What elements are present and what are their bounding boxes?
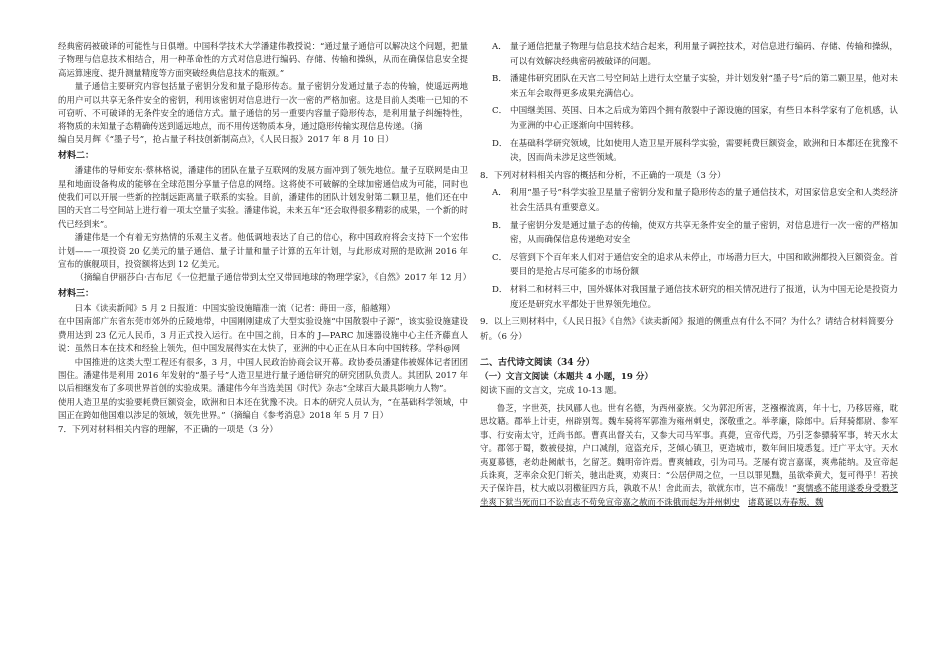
underlined-sentence-3: 诸葛诞以寿春叛，魏 bbox=[748, 496, 824, 507]
q7-option-c bbox=[480, 104, 898, 133]
option-text: 在基础科学研究领域，比如使用人造卫星开展科学实验，需要耗费巨额资金，欧洲和日本都还在犹豫不决，因而尚未涉足这些领域。 bbox=[510, 138, 898, 164]
paragraph-1: 经典密码被破译的可能性与日俱增。中国科学技术大学潘建伟教授说：“通过量子通信可以解决这个问题，把量子物理与信息技术相结合，用一种革命性的方式对信息进行编码、存储、传输和操纵，从而在确保信息安全提高运算速度、提升测量精度等方面突破经典信息技术的瓶颈。” bbox=[58, 41, 468, 78]
material-2-heading: 材料二： bbox=[58, 151, 95, 162]
material-3-heading: 材料三： bbox=[58, 288, 95, 299]
underlined-sentence-1: 爽懦惑不能用 bbox=[796, 483, 848, 494]
left-column bbox=[58, 40, 472, 440]
option-text: 中国继美国、英国、日本之后成为第四个拥有散裂中子源设施的国家，有些日本科学家有了危机感，认为亚洲的中心正逐渐向中国转移。 bbox=[510, 106, 898, 131]
q8-option-a bbox=[480, 186, 898, 215]
question-9: 9．以上三则材料中，《人民日报》《自然》《读卖新闻》报道的侧重点有什么不同？为什么？请结合材料简要分析。（6 分） bbox=[480, 317, 894, 342]
option-text: 利用“墨子号”科学实验卫星量子密钥分发和量子隐形传态的量子通信技术，对国家信息安全和人类经济社会生活具有重要意义。 bbox=[510, 188, 898, 213]
classical-passage bbox=[480, 402, 898, 509]
paragraph-5: 日本《读卖新闻》5 月 2 日报道：中国实验设施瞄准一流（记者：蒔田一彦，船越翔） bbox=[74, 302, 395, 313]
q8-option-b bbox=[480, 219, 898, 248]
source-note-2: （摘编自伊丽莎白·吉布尼《一位把量子通信带到太空又带回地球的物理学家》，《自然》2017 年 12 月） bbox=[75, 272, 472, 283]
paragraph-6: 在中国南部广东省东莞市郊外的丘陵地带，中国刚刚建成了大型实验设施“中国散裂中子源”，该实验设施建设费用达到 23 亿元人民币，3 月正式投入运行。在中国之前，日本的 J—PARC 加速器设施中心主任齐藤直人说：虽然日本在技术和经验上领先，但中国发展得实在太快了，亚洲的中心正在从日本向中国转移。学科@网 bbox=[58, 316, 468, 354]
reading-instruction: 阅读下面的文言文，完成 10-13 题。 bbox=[480, 386, 622, 397]
q8-option-c bbox=[480, 251, 898, 280]
option-text: 潘建伟研究团队在天宫二号空间站上进行太空量子实验，并计划发射“墨子号”后的第二颗卫星，他对未来五年会取得更多成果充满信心。 bbox=[510, 74, 898, 99]
q7-option-b bbox=[480, 72, 898, 101]
option-text: 尽管到下个百年来人们对于通信安全的追求从未停止，市场潜力巨大，中国和欧洲都投入巨额资金。首要目的是抢占尽可能多的市场份额 bbox=[510, 252, 898, 278]
option-key: A． bbox=[492, 42, 507, 52]
paragraph-4: 潘建伟是一个有着无穷热情的乐观主义者。他低调地表达了自己的信心，称中国政府将会支持下一个宏伟计划——一项投资 20 亿美元的量子通信、量子计量和量子计算的五年计划，与此形成对照的是欧洲 2016 年宣布的旗舰项目，投资额将达到 12 亿美元。 bbox=[58, 232, 468, 270]
paragraph-7: 中国推进的这类大型工程还有很多，3 月，中国人民政治协商会议开幕。政协委员潘建伟被媒体记者团团围住。潘建伟是利用 2016 年发射的“墨子号”人造卫星进行量子通信研究的研究团队负责人。其团队 2017 年以后相继发布了多项世界首创的实验成果。潘建伟今年当选美国《时代》杂志“全球百大最具影响力人物”。 bbox=[58, 356, 468, 394]
option-key: D． bbox=[492, 284, 508, 295]
option-text: 量子通信把量子物理与信息技术结合起来，利用量子调控技术，对信息进行编码、存储、传输和操纵，可以有效解决经典密码被破译的问题。 bbox=[510, 42, 898, 67]
q8-option-d bbox=[480, 283, 898, 312]
option-key: C． bbox=[492, 252, 508, 263]
option-key: A． bbox=[492, 188, 507, 199]
paragraph-8: 使用人造卫星的实验要耗费巨额资金，欧洲和日本还在犹豫不决。日本的研究人员认为，“在基础科学领域，中国正在跨如他国难以涉足的领域，领先世界。”（摘编自《参考消息》2018 年 5 月 7 日） bbox=[58, 396, 468, 421]
q7-option-d bbox=[480, 137, 898, 166]
option-text: 量子密钥分发是通过量子态的传输，使双方共享无条件安全的量子密钥，对信息进行一次一密的严格加密，从而确保信息传递绝对安全 bbox=[510, 220, 898, 246]
option-key: B． bbox=[492, 74, 507, 85]
option-key: C． bbox=[492, 106, 508, 117]
option-key: D． bbox=[492, 138, 508, 149]
q7-option-a bbox=[480, 40, 898, 69]
right-column bbox=[480, 40, 898, 509]
underlined-sentence-2: 遂委身受戮芝坐爽下狱当死而口不讼直志不苟免宣帝嘉之赦而不诛俄而起为并州刺史 bbox=[480, 483, 899, 507]
section-heading: 二、古代诗文阅读（34 分） bbox=[480, 358, 595, 369]
question-7: 7．下列对材料相关内容的理解，不正确的一项是（3 分） bbox=[58, 424, 278, 435]
option-key: B． bbox=[492, 220, 507, 231]
subsection-heading: （一）文言文阅读（本题共 4 小题，19 分） bbox=[480, 372, 654, 383]
passage-text: 鲁芝，字世英，扶风郿人也。世有名德，为西州豪族。父为郭氾所害，芝襁褓流离，年十七，乃移居雍，耽思坟籍。郡举上计吏，州辟别驾。魏车骑将军郭淮为雍州刺史，深敬重之。举孝廉，除郎中。后拜骑都尉、参军事、行安南太守，迁尚书郎。曹真出督关右，又参大司马军事。真薨，宣帝代焉，乃引芝参骠骑军事，转天水太守。郡邻于蜀，数被侵掠，户口减削，寇盗充斥，芝倾心镇卫，更造城市，数年间旧境悉复。迁广平太守。天水夷夏慕德，老幼赴阙献书，乞留芝。魏明帝许焉。曹爽辅政，引为司马。芝屡有谠言嘉谋，爽弗能纳。及宣帝起兵诛爽，芝率余众犯门斩关，驰出赴爽，劝爽曰：“公居伊周之位，一旦以罪见黜，虽欲牵黄犬，复可得乎！若挟天子保许昌，杖大威以羽檄征四方兵，孰敢不从！舍此而去，欲就东市，岂不痛哉！” bbox=[480, 402, 898, 494]
paragraph-3: 潘建伟的导师安东·蔡林格说，潘建伟的团队在量子互联网的发展方面冲到了领先地位。量子互联网是由卫星和地面设备构成的能够在全球范围分享量子信息的网络。这将使不可破解的全球加密通信成为可能，同时也使我们可以开展一些新的控制远距离量子联系的实验。目前，潘建伟的团队计划发射第二颗卫星，他们还在中国的天宫二号空间站上进行着一项太空量子实验。潘建伟说，未来五年“还会取得很多精彩的成果，一个新的时代已经到来”。 bbox=[58, 165, 468, 229]
option-text: 材料二和材料三中，国外媒体对我国量子通信技术研究的相关情况进行了报道，认为中国无论是投资力度还是研究水平都处于世界领先地位。 bbox=[510, 284, 898, 310]
question-8: 8．下列对材料相关内容的概括和分析，不正确的一项是（3 分） bbox=[480, 170, 726, 181]
paragraph-2: 量子通信主要研究内容包括量子密钥分发和量子隐形传态。量子密钥分发通过量子态的传输，使遥远两地的用户可以共享无条件安全的密钥，利用该密钥对信息进行一次一密的严格加密。这是目前人类唯一已知的不可窃听、不可破译的无条件安全的通信方式。量子通信的另一重要内容量子隐形传态，是利用量子纠缠特性，将物质的未知量子态精确传送到遥远地点，而不用传送物质本身，通过隐形传输实现信息传递。（摘 bbox=[58, 81, 468, 132]
source-note-1: 编自吴月辉《“墨子号”，抢占量子科技创新制高点》，《人民日报》2017 年 8 月 10 日） bbox=[58, 134, 394, 145]
